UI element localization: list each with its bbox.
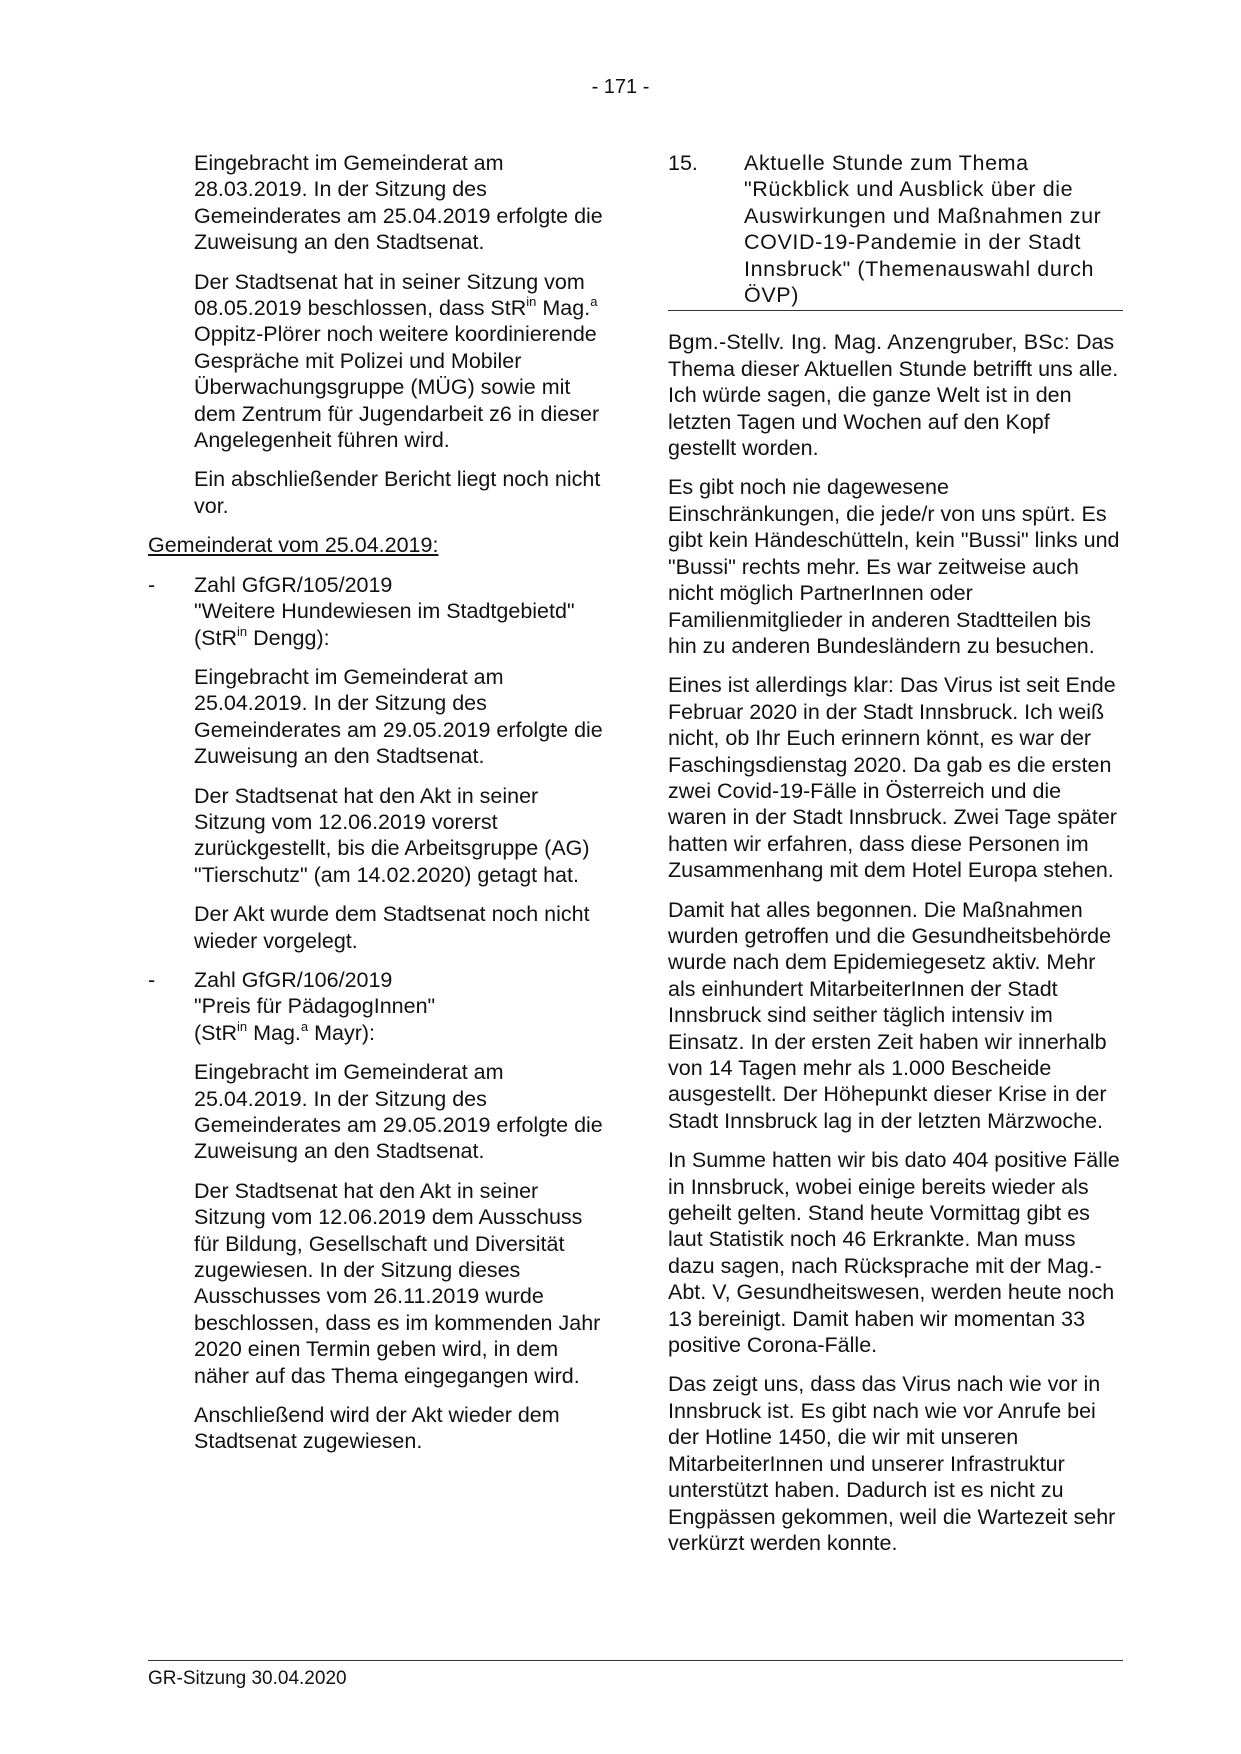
superscript: a	[300, 1018, 309, 1034]
page-number: - 171 -	[591, 76, 650, 98]
entry-title	[194, 598, 608, 651]
paragraph: Der Akt wurde dem Stadtsenat noch nicht wieder vorgelegt.	[194, 902, 590, 953]
list-dash: -	[148, 967, 156, 992]
superscript: in	[526, 294, 537, 310]
topic-title: Aktuelle Stunde zum Thema "Rückblick und Ausblick über die Auswirkungen und Maßnahmen zur COVID-19-Pandemie in der Stadt Innsbruck" (Themenauswahl durch ÖVP)	[744, 151, 1102, 308]
paragraph: Eines ist allerdings klar: Das Virus ist seit Ende Februar 2020 in der Stadt Innsbruck. Ich weiß nicht, ob Ihr Euch erinnern könnt, es war der Faschingsdienstag 2020. Da gab es die ersten zwei Covid-19-Fälle in Österreich und die waren in der Stadt Innsbruck. Zwei Tage später hatten wir erfahren, dass diese Personen im Zusammenhang mit dem Hotel Europa stehen.	[668, 673, 1117, 883]
paragraph: Der Stadtsenat hat den Akt in seiner Sitzung vom 12.06.2019 vorerst zurückgestellt, bis die Arbeitsgruppe (AG) "Tierschutz" (am 14.02.2020) getagt hat.	[194, 783, 590, 887]
paragraph: Ein abschließender Bericht liegt noch nicht vor.	[194, 467, 601, 518]
text: (StR	[194, 1020, 237, 1045]
speaker-name: Bgm.-Stellv. Ing. Mag. Anzengruber, BSc:	[668, 330, 1070, 355]
list-dash: -	[148, 572, 156, 597]
paragraph: Das zeigt uns, dass das Virus nach wie vor in Innsbruck ist. Es gibt nach wie vor Anrufe bei der Hotline 1450, die wir mit unseren MitarbeiterInnen und unserer Infrastruktur unterstützt haben. Dadurch ist es nicht zu Engpässen gekommen, weil die Wartezeit sehr verkürzt werden konnte.	[668, 1372, 1116, 1555]
entry-number: Zahl GfGR/106/2019	[194, 967, 393, 992]
right-column	[668, 150, 1123, 1569]
text: Mag.	[247, 1020, 301, 1045]
paragraph	[194, 269, 608, 454]
footer-divider	[148, 1660, 1123, 1661]
paragraph: Damit hat alles begonnen. Die Maßnahmen wurden getroffen und die Gesundheitsbehörde wurde nach dem Epidemiegesetz aktiv. Mehr als einhundert MitarbeiterInnen der Stadt Innsbruck sind seither täglich intensiv im Einsatz. In der ersten Zeit haben wir innerhalb von 14 Tagen mehr als 1.000 Bescheide ausgestellt. Der Höhepunkt dieser Krise in der Stadt Innsbruck lag in der letzten Märzwoche.	[668, 897, 1112, 1133]
superscript: in	[237, 1018, 248, 1034]
paragraph: In Summe hatten wir bis dato 404 positive Fälle in Innsbruck, wobei einige bereits wieder als geheilt gelten. Stand heute Vormittag gibt es laut Statistik noch 46 Erkrankte. Man muss dazu sagen, nach Rücksprache mit der Mag.-Abt. V, Gesundheitswesen, werden heute noch 13 bereinigt. Damit haben wir momentan 33 positive Corona-Fälle.	[668, 1148, 1120, 1358]
section-heading: Gemeinderat vom 25.04.2019:	[148, 533, 439, 558]
paragraph: Eingebracht im Gemeinderat am 25.04.2019. In der Sitzung des Gemeinderates am 29.05.2019 erfolgte die Zuweisung an den Stadtsenat.	[194, 664, 603, 769]
paragraph	[668, 329, 1123, 461]
paragraph: Der Stadtsenat hat den Akt in seiner Sitzung vom 12.06.2019 dem Ausschuss für Bildung, Gesellschaft und Diversität zugewiesen. In der Sitzung dieses Ausschusses vom 26.11.2019 wurde beschlossen, dass es im kommenden Jahr 2020 einen Termin geben wird, in dem näher auf das Thema eingegangen wird.	[194, 1178, 601, 1388]
entry-title: "Preis für PädagogInnen"	[194, 994, 436, 1019]
topic-number: 15.	[668, 151, 698, 175]
paragraph: Eingebracht im Gemeinderat am 25.04.2019. In der Sitzung des Gemeinderates am 29.05.2019 erfolgte die Zuweisung an den Stadtsenat.	[194, 1060, 603, 1164]
superscript: in	[237, 623, 248, 639]
agenda-topic	[668, 150, 1123, 311]
paragraph: Es gibt noch nie dagewesene Einschränkungen, die jede/r von uns spürt. Es gibt kein Händeschütteln, kein "Bussi" links und "Bussi" rechts mehr. Es war zeitweise auch nicht möglich PartnerInnen oder Familienmitglieder in anderen Stadtteilen bis hin zu anderen Bundesländern zu besuchen.	[668, 475, 1120, 658]
text: Mayr):	[308, 1020, 376, 1045]
text: "Weitere Hundewiesen im Stadtgebietd" (StR	[194, 599, 575, 650]
entry-author	[194, 1020, 608, 1046]
text: Dengg):	[247, 625, 330, 650]
text: Der Stadtsenat hat in seiner Sitzung vom 08.05.2019 beschlossen, dass StR	[194, 269, 585, 321]
superscript: a	[590, 294, 598, 310]
paragraph: Anschließend wird der Akt wieder dem Stadtsenat zugewiesen.	[194, 1403, 560, 1454]
list-item	[148, 967, 608, 1046]
list-item	[148, 572, 608, 651]
left-column	[148, 150, 608, 1468]
paragraph: Eingebracht im Gemeinderat am 28.03.2019. In der Sitzung des Gemeinderates am 25.04.2019 erfolgte die Zuweisung an den Stadtsenat.	[194, 151, 603, 255]
footer: GR-Sitzung 30.04.2020	[148, 1668, 347, 1689]
entry-number: Zahl GfGR/105/2019	[194, 572, 393, 597]
text: Das Thema dieser Aktuellen Stunde betrifft uns alle. Ich würde sagen, die ganze Welt ist in den letzten Tagen und Wochen auf den Kopf gestellt worden.	[668, 330, 1119, 461]
text: Mag.	[536, 296, 591, 321]
text: Oppitz-Plörer noch weitere koordinierende Gespräche mit Polizei und Mobiler Überwachungsgruppe (MÜG) sowie mit dem Zentrum für Jugendarbeit z6 in dieser Angelegenheit führen wird.	[194, 322, 600, 453]
